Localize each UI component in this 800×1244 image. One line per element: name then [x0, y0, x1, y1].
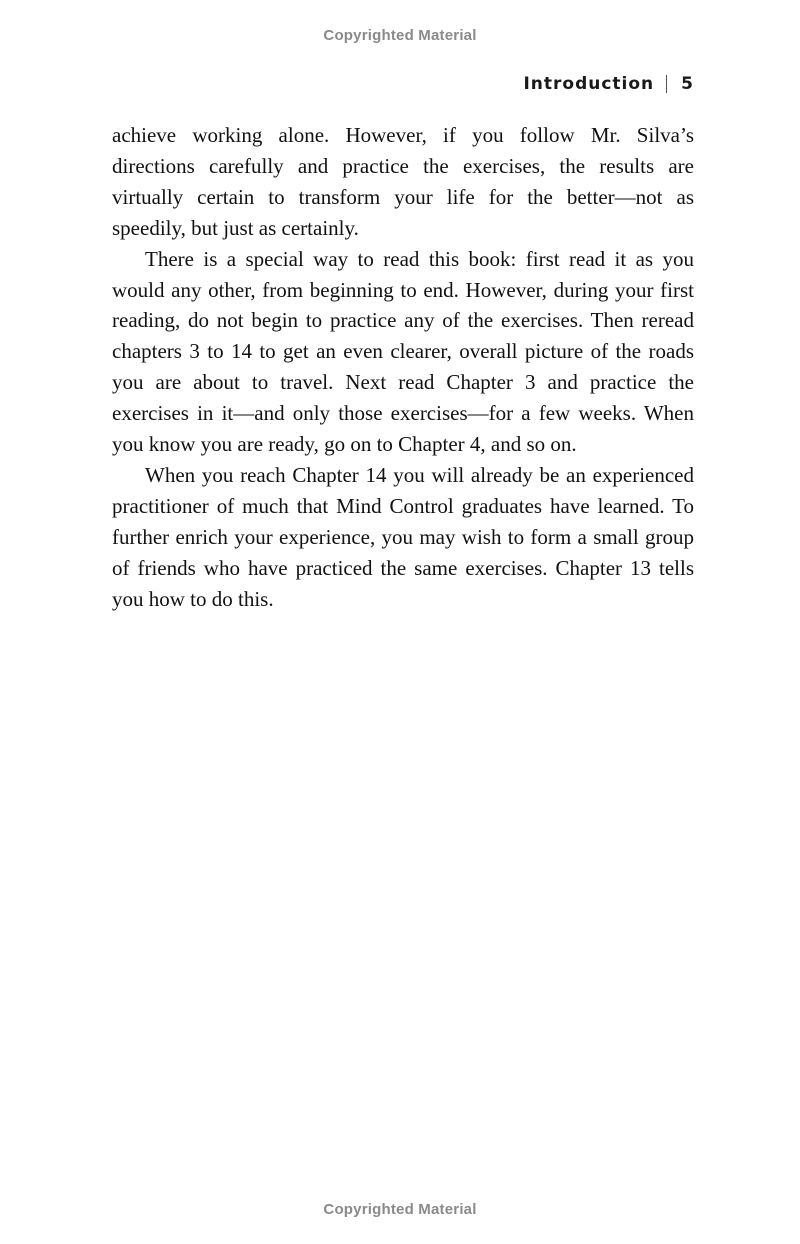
paragraph-2: There is a special way to read this book: first read it as you would any other, from beginning to end. However, during your first reading, do not begin to practice any of the exercises. Then reread chapters 3 to 14 to get an even clearer, overall picture of the roads you are about to travel. Next read Chapter 3 and practice the exercises in it—and only those exercises—for a few weeks. When you know you are ready, go on to Chapter 4, and so on.	[112, 246, 694, 457]
paragraph-3: When you reach Chapter 14 you will already be an experienced practitioner of much that Mind Control graduates have learned. To further enrich your experience, you may wish to form a small group of friends who have practiced the same exercises. Chapter 13 tells you how to do this.	[112, 462, 694, 611]
section-title: Introduction	[523, 74, 655, 94]
header-divider	[666, 75, 667, 93]
copyright-watermark-bottom: Copyrighted Material	[323, 1201, 477, 1218]
paragraph-1: achieve working alone. However, if you follow Mr. Silva’s directions carefully and practice the exercises, the results are virtually certain to transform your life for the better—not as speedily, but just as certainly.	[112, 123, 694, 240]
copyright-watermark-top: Copyrighted Material	[323, 27, 477, 44]
running-head	[523, 74, 694, 94]
page-number: 5	[681, 74, 694, 94]
body-text	[112, 120, 694, 615]
